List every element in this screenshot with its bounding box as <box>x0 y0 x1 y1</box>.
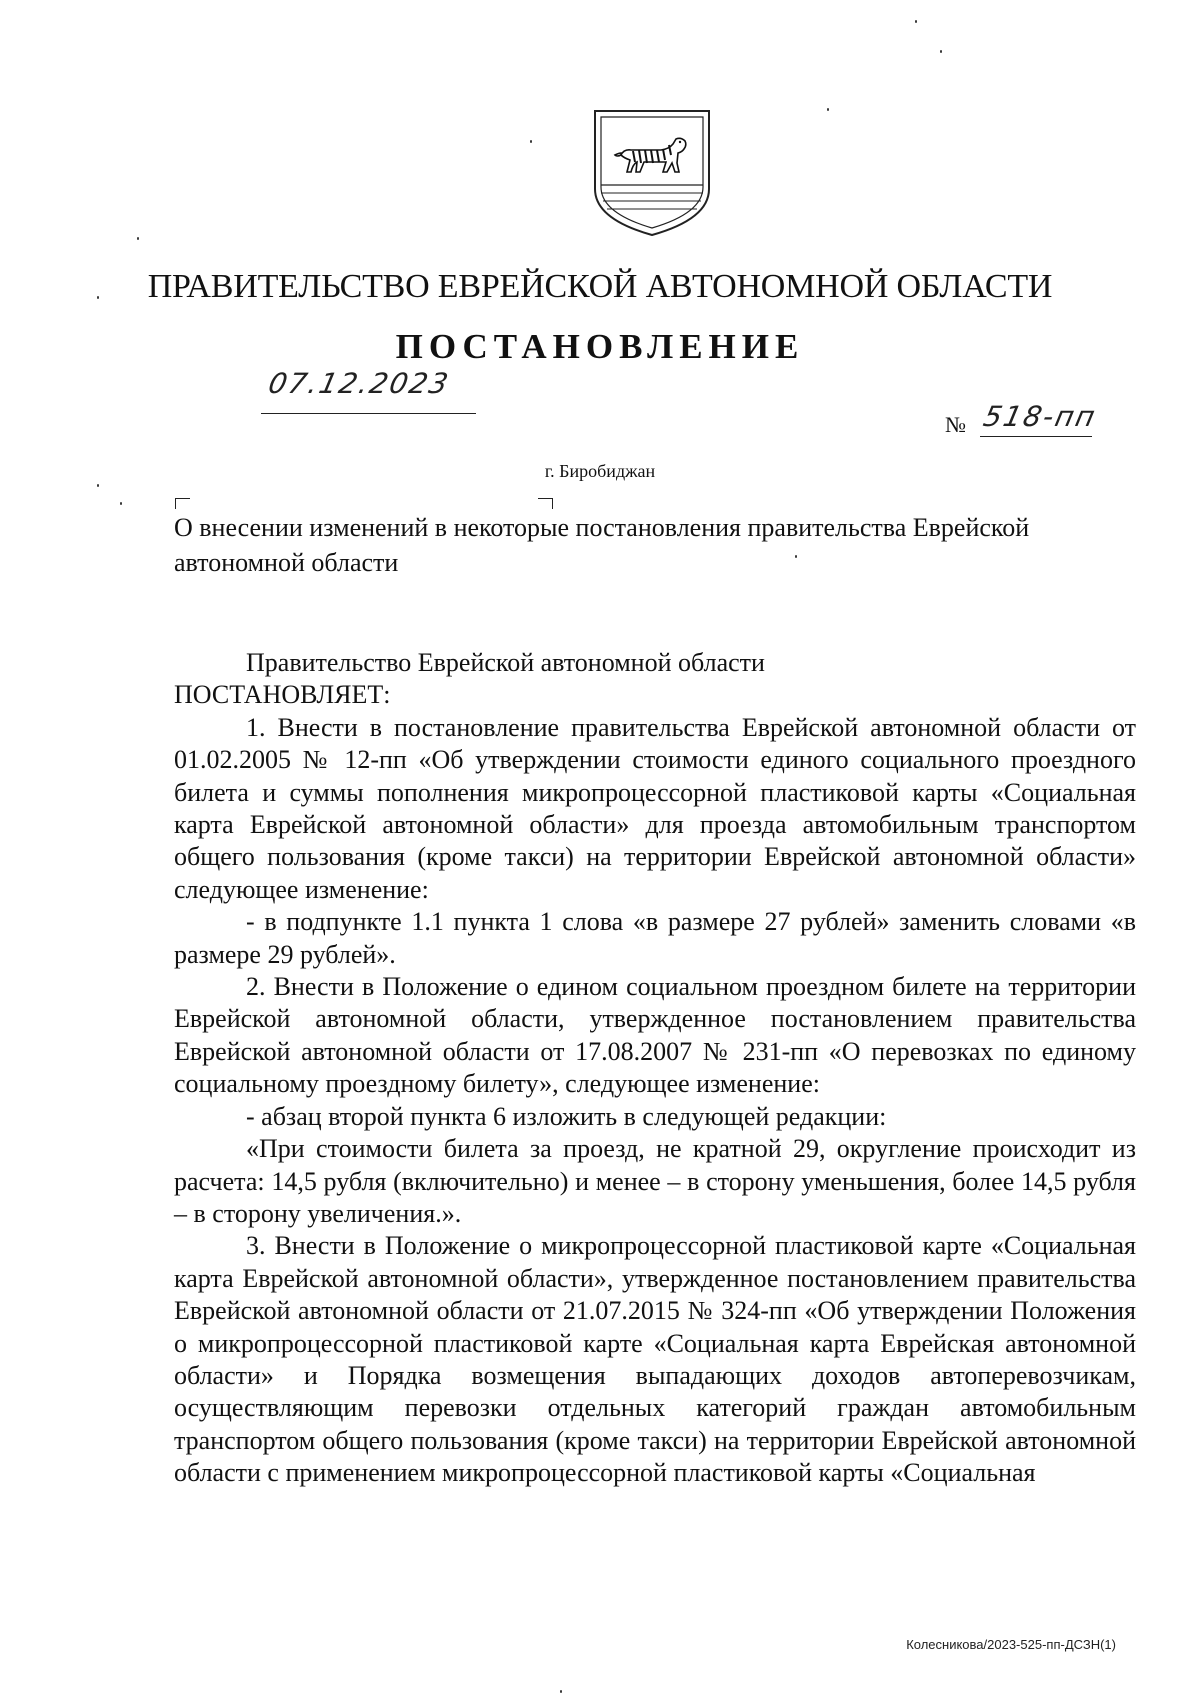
footer-reference-code: Колесникова/2023-525-пп-ДСЗН(1) <box>906 1637 1116 1652</box>
paragraph-2-item: - абзац второй пункта 6 изложить в следующей редакции: <box>246 1101 887 1131</box>
paragraph-1-item: - в подпункте 1.1 пункта 1 слова «в размере 27 рублей» заменить словами «в размере 29 рублей». <box>174 907 1136 969</box>
document-body <box>174 647 1136 1490</box>
corner-mark-right <box>538 498 553 509</box>
corner-mark-left <box>175 498 190 509</box>
document-type-title: ПОСТАНОВЛЕНИЕ <box>395 327 805 366</box>
city-label: г. Биробиджан <box>544 461 656 481</box>
scan-speck <box>827 108 829 111</box>
document-subject: О внесении изменений в некоторые постановления правительства Еврейской автономной области <box>174 513 1030 577</box>
preamble: Правительство Еврейской автономной области <box>246 648 765 677</box>
scan-speck <box>97 484 99 487</box>
scan-speck <box>137 237 139 240</box>
number-sign: № <box>945 412 966 437</box>
decree-word: ПОСТАНОВЛЯЕТ: <box>174 680 391 710</box>
paragraph-1: 1. Внести в постановление правительства Еврейской автономной области от 01.02.2005 № 12-пп «Об утверждении стоимости единого социального проездного билета и суммы пополнения микропроцессорной пластиковой карты «Социальная карта Еврейской автономной области» для проезда автомобильным транспортом общего пользования (кроме такси) на территории Еврейской автономной области» следующее изменение: <box>174 712 1136 904</box>
handwritten-date: 07.12.2023 <box>265 367 453 400</box>
scan-speck <box>560 1690 562 1693</box>
scan-speck <box>795 555 797 558</box>
paragraph-2-quote: «При стоимости билета за проезд, не кратной 29, округление происходит из расчета: 14,5 рубля (включительно) и менее – в сторону уменьшения, более 14,5 рубля – в сторону увеличения.». <box>174 1134 1136 1228</box>
paragraph-2: 2. Внести в Положение о едином социальном проездном билете на территории Еврейской автономной области, утвержденное постановлением правительства Еврейской автономной области от 17.08.2007 № 231-пп «О перевозках по единому социальному проездному билету», следующее изменение: <box>174 972 1136 1099</box>
government-title: ПРАВИТЕЛЬСТВО ЕВРЕЙСКОЙ АВТОНОМНОЙ ОБЛАСТИ <box>147 268 1053 305</box>
number-line <box>980 436 1092 437</box>
scan-speck <box>97 296 99 299</box>
scan-speck <box>120 502 122 505</box>
date-line <box>261 413 476 414</box>
scan-speck <box>530 140 532 143</box>
paragraph-3: 3. Внести в Положение о микропроцессорной пластиковой карте «Социальная карта Еврейской автономной области», утвержденное постановлением правительства Еврейской автономной области от 21.07.2015 № 324-пп «Об утверждении Положения о микропроцессорной пластиковой карте «Социальная карта Еврейская автономной области» и Порядка возмещения выпадающих доходов автоперевозчикам, осуществляющим перевозки отдельных категорий граждан автомобильным транспортом общего пользования (кроме такси) на территории Еврейской автономной области с применением микропроцессорной пластиковой карты «Социальная <box>174 1231 1136 1488</box>
scan-speck <box>940 50 942 53</box>
scan-speck <box>915 20 917 23</box>
handwritten-number: 518-пп <box>980 400 1100 433</box>
coat-of-arms-tiger-icon <box>591 107 713 239</box>
